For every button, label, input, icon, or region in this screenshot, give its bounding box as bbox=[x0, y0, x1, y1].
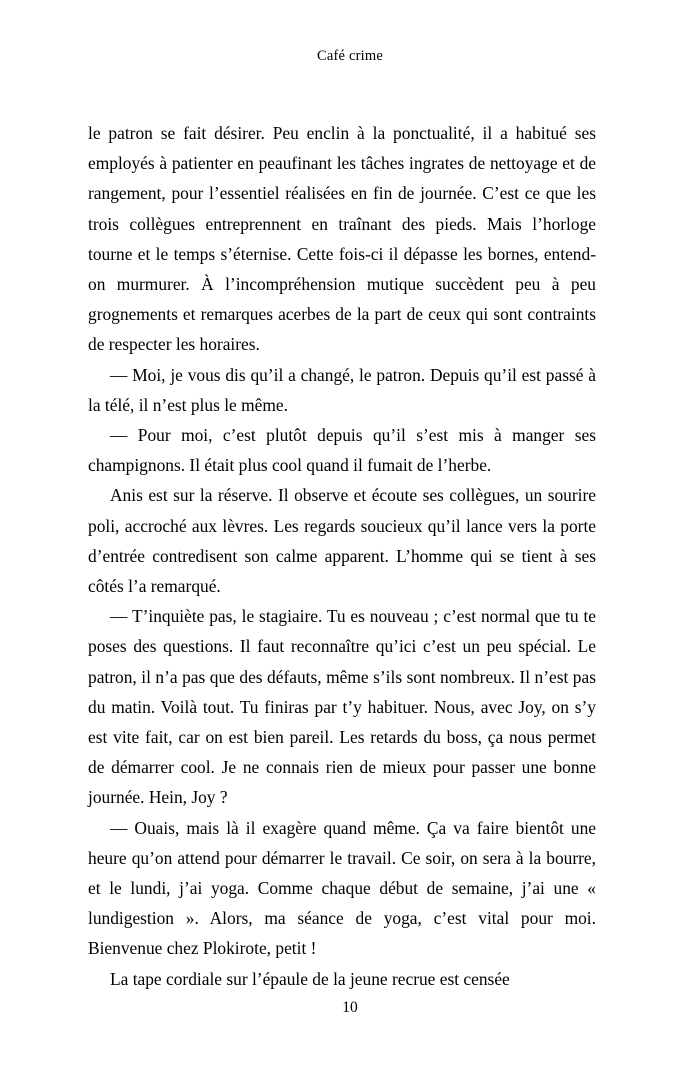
paragraph: — Moi, je vous dis qu’il a changé, le patron. Depuis qu’il est passé à la télé, il n’est plus le même. bbox=[88, 364, 596, 415]
running-head: Café crime bbox=[316, 48, 383, 64]
paragraph: — Ouais, mais là il exagère quand même. Ça va faire bientôt une heure qu’on attend pour démarrer le travail. Ce soir, on sera à la bourre, et le lundi, j’ai yoga. Comme chaque début de semaine, j’ai une « lundigestion ». Alors, ma séance de yoga, c’est vital pour moi. Bienvenue chez Plokirote, petit ! bbox=[88, 817, 596, 959]
page-body bbox=[88, 118, 596, 994]
paragraph: La tape cordiale sur l’épaule de la jeune recrue est censée bbox=[110, 968, 510, 989]
paragraph: — T’inquiète pas, le stagiaire. Tu es nouveau ; c’est normal que tu te poses des questions. Il faut reconnaître qu’ici c’est un peu spécial. Le patron, il n’a pas que des défauts, même s’ils sont nombreux. Il n’est pas du matin. Voilà tout. Tu finiras par t’y habituer. Nous, avec Joy, on s’y est vite fait, car on est bien pareil. Les retards du boss, ça nous permet de démarrer cool. Je ne connais rien de mieux pour passer une bonne journée. Hein, Joy ? bbox=[88, 606, 596, 808]
page-number: 10 bbox=[342, 999, 358, 1016]
paragraph: Anis est sur la réserve. Il observe et écoute ses collègues, un sourire poli, accroché aux lèvres. Les regards soucieux qu’il lance vers la porte d’entrée contredisent son calme apparent. L’homme qui se tient à ses côtés l’a remarqué. bbox=[88, 485, 596, 597]
paragraph: — Pour moi, c’est plutôt depuis qu’il s’est mis à manger ses champignons. Il était plus cool quand il fumait de l’herbe. bbox=[88, 425, 596, 476]
paragraph: le patron se fait désirer. Peu enclin à la ponctualité, il a habitué ses employés à patienter en peaufinant les tâches ingrates de nettoyage et de rangement, pour l’essentiel réalisées en fin de journée. C’est ce que les trois collègues entreprennent en traînant des pieds. Mais l’horloge tourne et le temps s’éternise. Cette fois-ci il dépasse les bornes, entend-on murmurer. À l’incompréhension mutique succèdent peu à peu grognements et remarques acerbes de la part de ceux qui sont contraints de respecter les horaires. bbox=[88, 123, 596, 355]
